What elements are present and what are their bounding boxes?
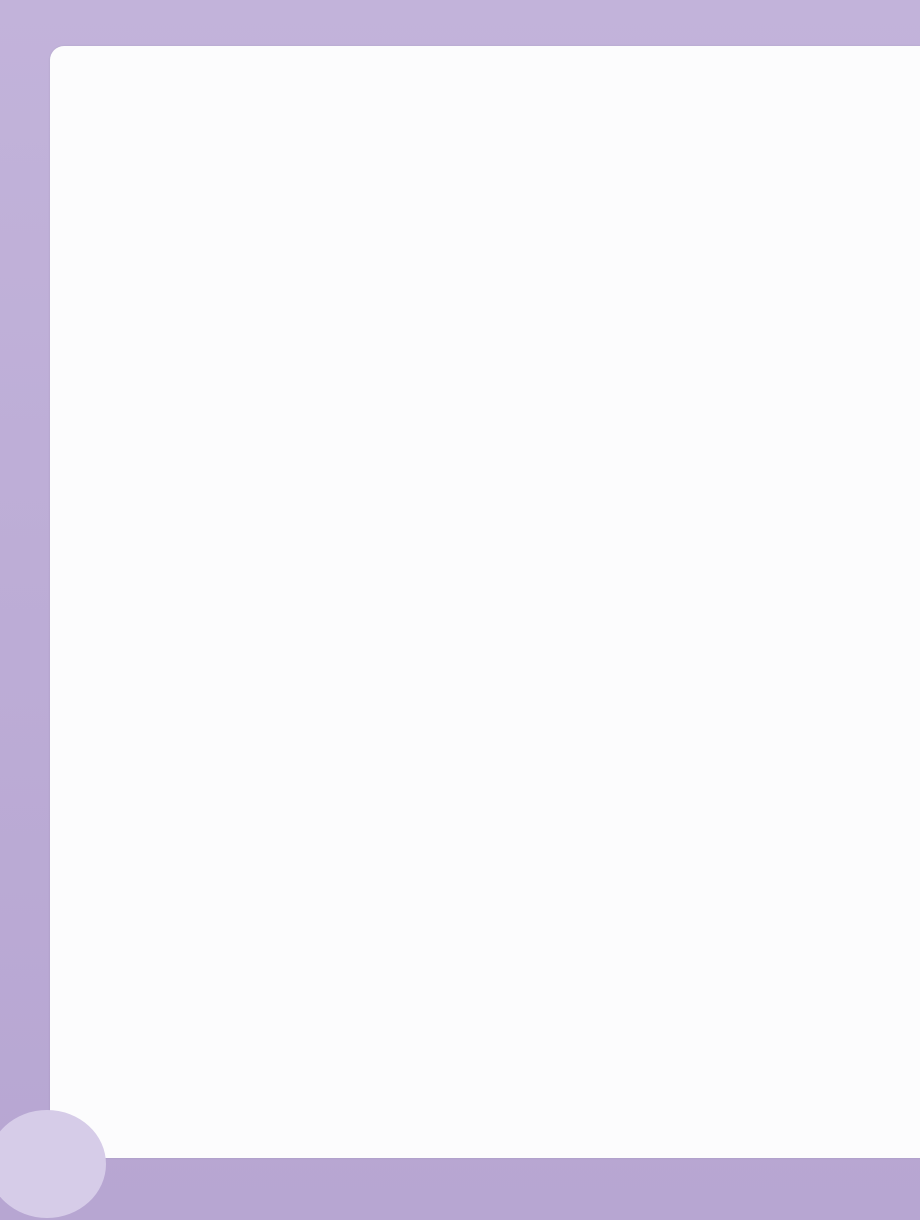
page-sheet	[50, 46, 920, 1158]
